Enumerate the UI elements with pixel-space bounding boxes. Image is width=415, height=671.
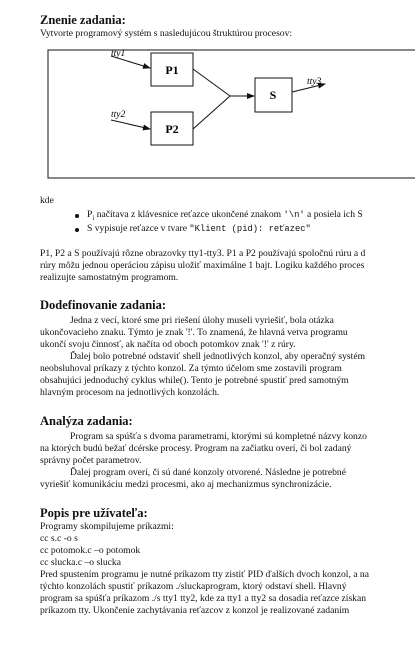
user-line: cc s.c -o s [40, 533, 78, 544]
bullet-text: S vypisuje reťazce v tvare [87, 223, 190, 234]
line-p1-merge [193, 69, 230, 96]
user-line: cc slucka.c –o slucka [40, 557, 121, 568]
bullet-text: načítava z klávesnice reťazce ukončené znakom [94, 209, 284, 220]
analysis-line: na ktorých budú bežať dcérske procesy. Program na začiatku overí, či bol zadaný [40, 443, 352, 454]
def-line: ukončovacieho znaku. Týmto je znak '!'. To znamená, že hlavná vetva programu [40, 327, 348, 338]
tty3-label: tty3 [307, 77, 322, 87]
tty2-label: tty2 [111, 110, 126, 120]
bullet-code: '\n' [283, 210, 305, 220]
user-line: Programy skompilujeme príkazmi: [40, 521, 174, 532]
process-diagram [0, 0, 415, 200]
def-line: neobsluhoval príkazy z týchto konzol. Za týmto účelom sme zostavili program [40, 363, 342, 374]
tty1-label: tty1 [111, 49, 126, 59]
user-line: príkazom tty. Ukončenie zachytávania reťazcov z konzol je realizované zadaním [40, 605, 350, 616]
def-line: obsahujúci jednoduchý cyklus while(). Tento je potrebné spustiť pred samotným [40, 375, 349, 386]
def-line: Jedna z vecí, ktoré sme pri riešení úlohy museli vyriešiť, bola otázka [70, 315, 334, 326]
spec-para-line: realizujte samostatným programom. [40, 272, 179, 283]
bullet-text: P [87, 209, 93, 220]
bullet-marker [75, 214, 79, 218]
spec-intro: Vytvorte programový systém s nasledujúcou štruktúrou procesov: [40, 28, 293, 39]
spec-para-line: P1, P2 a S používajú rôzne obrazovky tty1-tty3. P1 a P2 používajú spoločnú rúru a d [40, 248, 366, 259]
bullet-code: "Klient (pid): reťazec" [189, 224, 311, 234]
diagram-frame [48, 50, 415, 178]
section-heading-user: Popis pre užívateľa: [40, 506, 148, 520]
user-line: týchto konzolách spustiť príkazom ./sluckaprogram, ktorý odstaví shell. Hlavný [40, 581, 347, 592]
bullet-marker [75, 228, 79, 232]
def-line: hlavným procesom na jednotlivých konzolách. [40, 387, 220, 398]
bullet-subscript: i [92, 213, 95, 222]
section-heading-spec: Znenie zadania: [40, 13, 126, 27]
section-heading-def: Dodefinovanie zadania: [40, 298, 167, 312]
def-line: ukončí svoju činnosť, ak načíta od oboch potomkov znak '!' z rúry. [40, 339, 296, 350]
kde-label: kde [40, 195, 54, 206]
section-heading-analysis: Analýza zadania: [40, 414, 133, 428]
bullet-item-s [87, 223, 311, 236]
analysis-line: vyriešiť komunikáciu medzi procesmi, ako aj mechanizmus synchronizácie. [40, 479, 332, 490]
process-label-p1: P1 [165, 63, 179, 77]
user-line: program sa spúšťa príkazom ./s tty1 tty2, kde za tty1 a tty2 sa dosadia reťazce získan [40, 593, 367, 604]
analysis-line: Program sa spúšťa s dvoma parametrami, ktorými sú kompletné názvy konzo [70, 431, 367, 442]
def-line: Ďalej bolo potrebné odstaviť shell jednotlivých konzol, aby operačný systém [70, 351, 366, 362]
user-line: Pred spustením programu je nutné príkazom tty zistiť PID ďalších dvoch konzol, a na [40, 569, 369, 580]
user-line: cc potomok.c –o potomok [40, 545, 141, 556]
spec-para-line: rúry môžu jednou operáciou zápisu uložiť maximálne 1 bajt. Logiku každého proces [40, 260, 365, 271]
process-label-s: S [269, 88, 277, 102]
line-p2-merge [193, 96, 230, 129]
bullet-text: a posiela ich S [304, 209, 363, 220]
analysis-line: Ďalej program overí, či sú dané konzoly otvorené. Následne je potrebné [70, 467, 346, 478]
analysis-line: správny počet parametrov. [40, 455, 142, 466]
arrow-tty2-p2 [111, 120, 150, 129]
process-label-p2: P2 [165, 122, 179, 136]
